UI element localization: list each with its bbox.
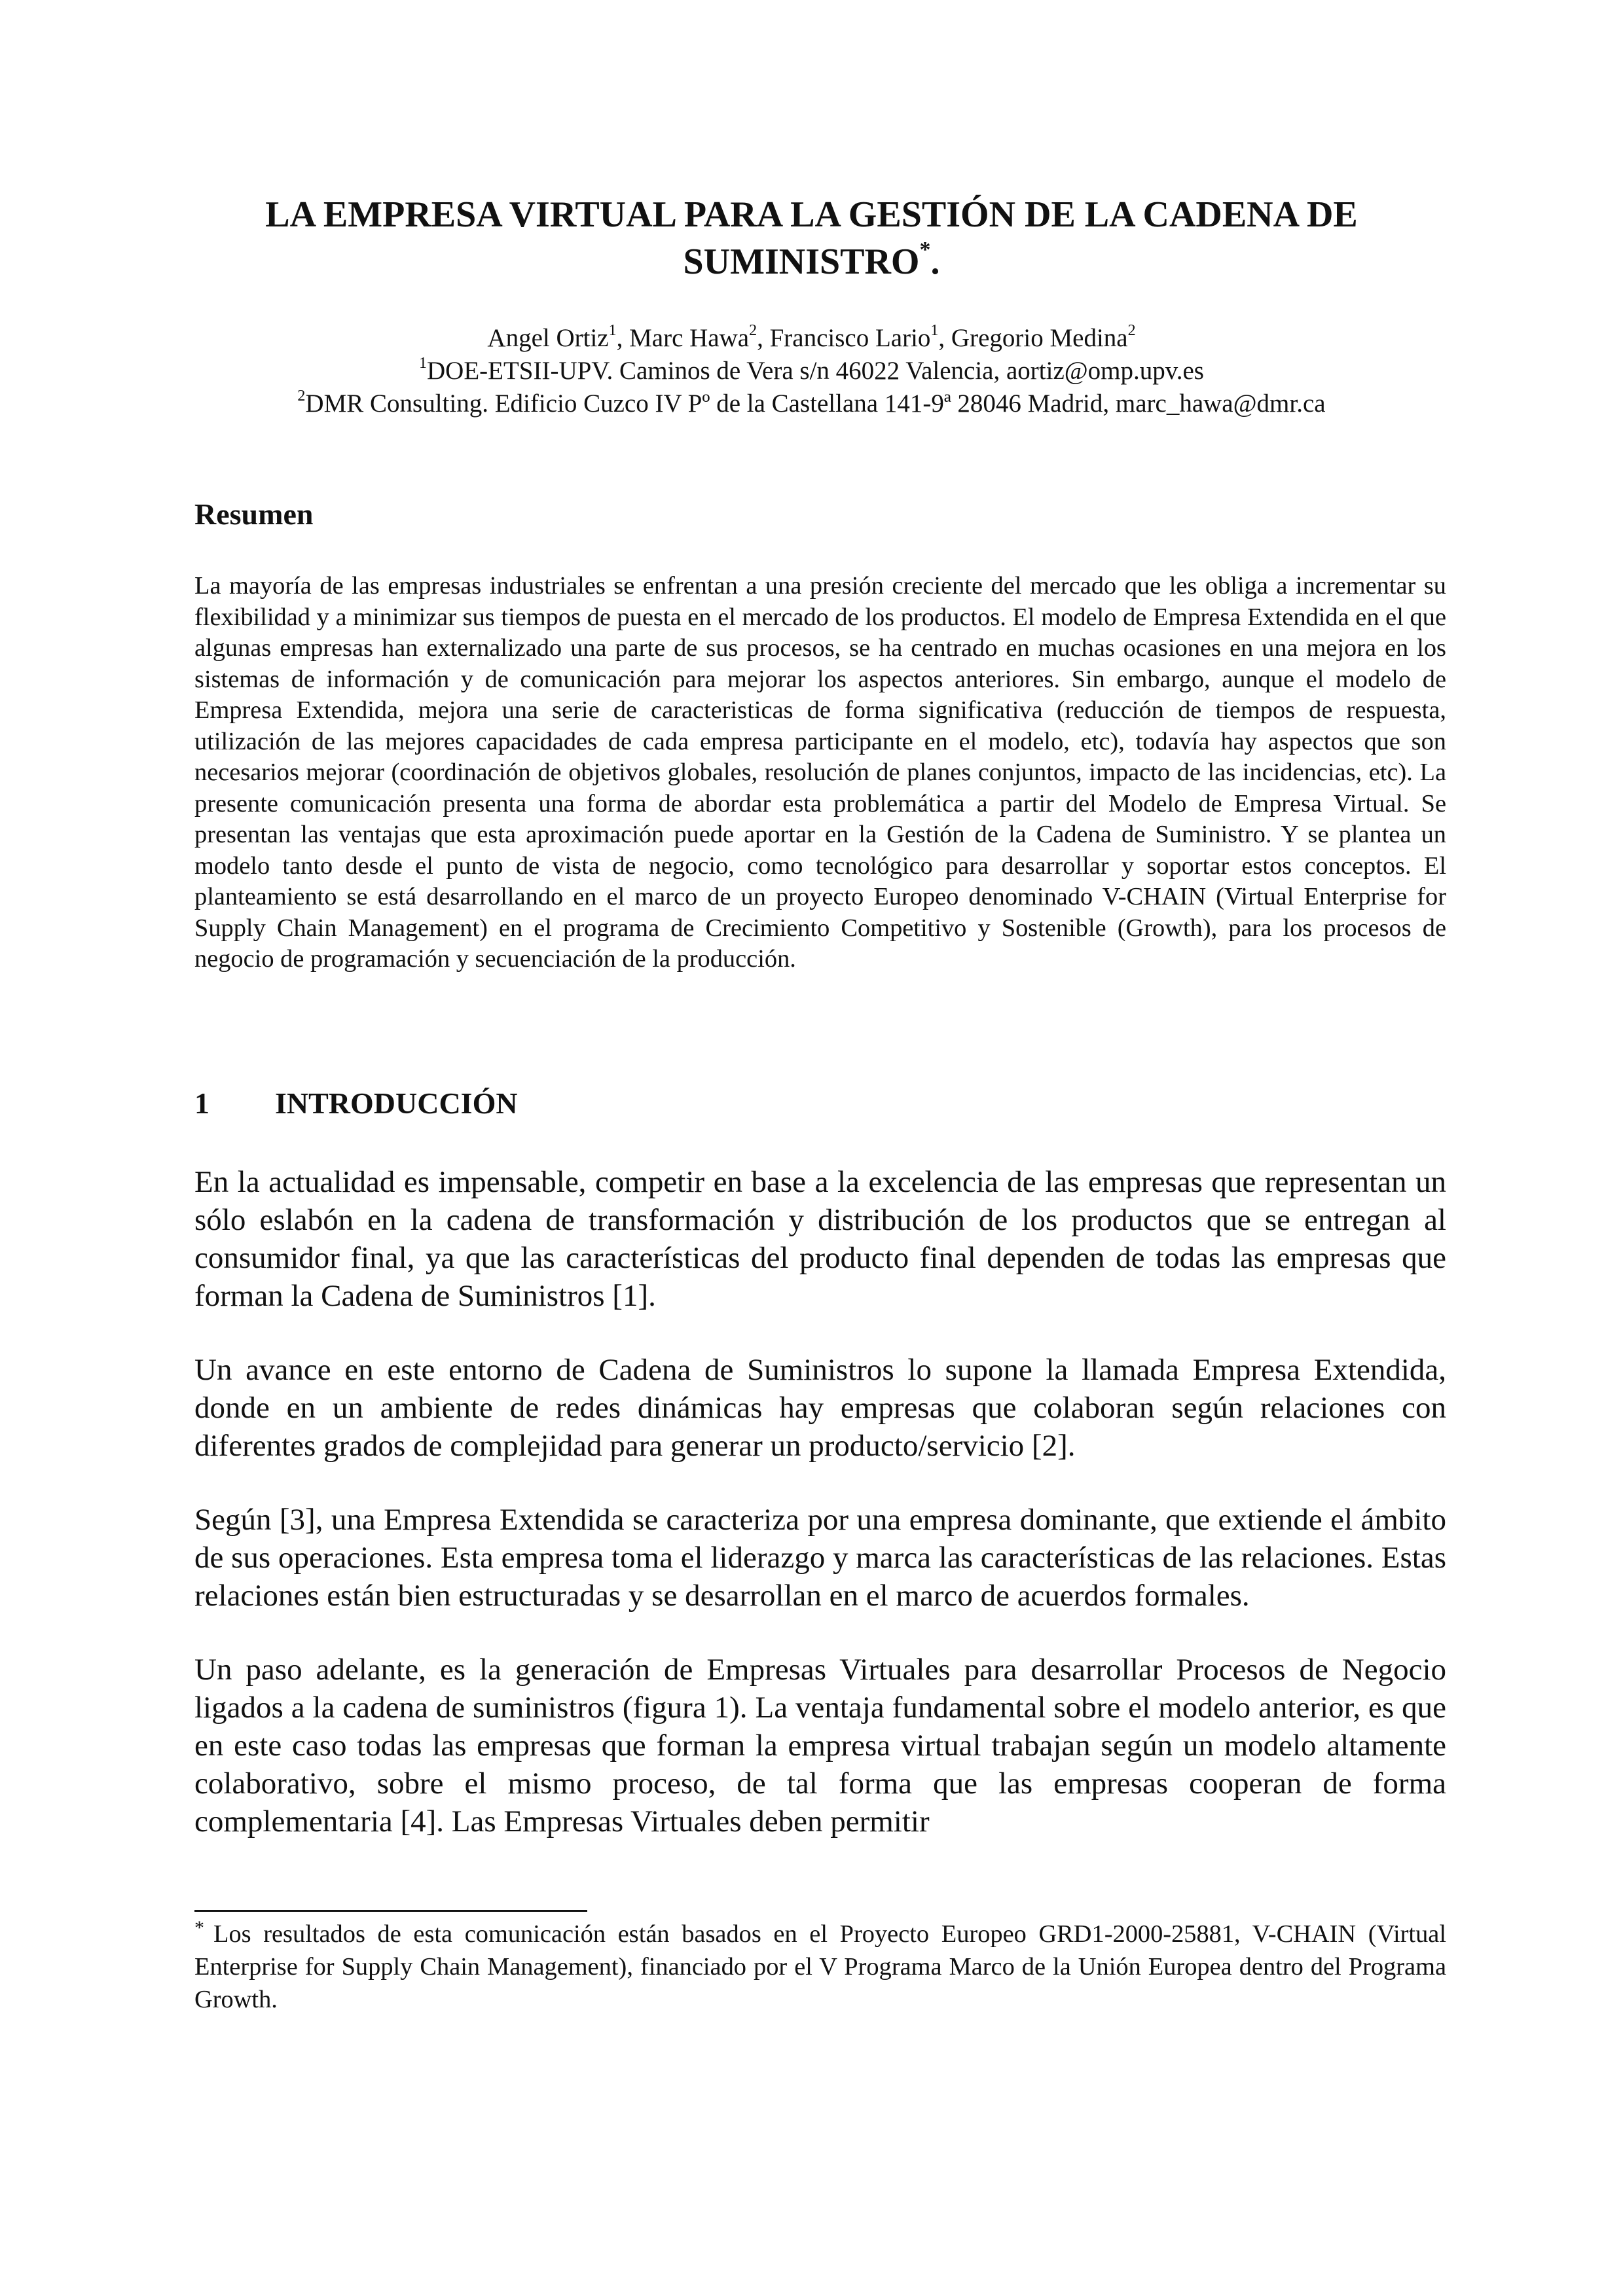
footnote-mark: *	[194, 1917, 204, 1939]
title-line-1: LA EMPRESA VIRTUAL PARA LA GESTIÓN DE LA CADENA DE	[265, 194, 1358, 235]
author-affiliation-mark: 1	[930, 322, 939, 339]
author-separator: ,	[938, 324, 951, 352]
section-number: 1	[194, 1086, 210, 1120]
section-title: INTRODUCCIÓN	[275, 1086, 518, 1120]
affiliation-line	[164, 355, 1459, 387]
body-paragraph: Según [3], una Empresa Extendida se caracteriza por una empresa dominante, que extiende el ámbito de sus operaciones. Esta empresa toma el liderazgo y marca las características de las relaciones. Estas relaciones están bien estructuradas y se desarrollan en el marco de acuerdos formales.	[194, 1503, 1446, 1613]
author-block	[164, 322, 1459, 420]
body-paragraph: Un paso adelante, es la generación de Empresas Virtuales para desarrollar Procesos de Negocio ligados a la cadena de suministros (figura 1). La ventaja fundamental sobre el modelo anterior, es que en este caso todas las empresas que forman la empresa virtual trabajan según un modelo altamente colaborativo, sobre el mismo proceso, de tal forma que las empresas cooperan de forma complementaria [4]. Las Empresas Virtuales deben permitir	[194, 1653, 1446, 1839]
affiliation-mark: 1	[419, 355, 428, 372]
abstract-heading: Resumen	[194, 497, 314, 531]
affiliation-line	[164, 387, 1459, 420]
author-affiliation-mark: 1	[608, 322, 617, 339]
author-list	[164, 322, 1459, 355]
author-separator: ,	[757, 324, 770, 352]
footnote-text: Los resultados de esta comunicación están basados en el Proyecto Europeo GRD1-2000-25881, V-CHAIN (Virtual Enterprise for Supply Chain Management), financiado por el V Programa Marco de la Unión Europea dentro del Programa Growth.	[194, 1920, 1446, 2013]
body-paragraph: En la actualidad es impensable, competir en base a la excelencia de las empresas que representan un sólo eslabón en la cadena de transformación y distribución de los productos que se entregan al consumidor final, ya que las características del producto final dependen de todas las empresas que forman la Cadena de Suministros [1].	[194, 1165, 1446, 1313]
author-name: Angel Ortiz	[487, 324, 609, 352]
author-affiliation-mark: 2	[1127, 322, 1136, 339]
title-line-2: SUMINISTRO	[683, 242, 920, 282]
title-footnote-mark: *	[919, 238, 931, 262]
author-name: Gregorio Medina	[951, 324, 1128, 352]
author-separator: ,	[616, 324, 630, 352]
body-paragraph: Un avance en este entorno de Cadena de Suministros lo supone la llamada Empresa Extendida, donde en un ambiente de redes dinámicas hay empresas que colaboran según relaciones con diferentes grados de complejidad para generar un producto/servicio [2].	[194, 1353, 1446, 1463]
footnote-divider	[194, 1910, 587, 1912]
section-heading	[194, 1085, 518, 1122]
footnote	[194, 1918, 1446, 2016]
paper-title	[196, 191, 1427, 285]
section-body	[194, 1163, 1446, 1876]
abstract-text: La mayoría de las empresas industriales se enfrentan a una presión creciente del mercado que les obliga a incrementar su flexibilidad y a minimizar sus tiempos de puesta en el mercado de los productos. El modelo de Empresa Extendida en el que algunas empresas han externalizado una parte de sus procesos, se ha centrado en muchas ocasiones en una mejora en los sistemas de información y de comunicación para mejorar los aspectos anteriores. Sin embargo, aunque el modelo de Empresa Extendida, mejora una serie de caracteristicas de forma significativa (reducción de tiempos de respuesta, utilización de las mejores capacidades de cada empresa participante en el modelo, etc), todavía hay aspectos que son necesarios mejorar (coordinación de objetivos globales, resolución de planes conjuntos, impacto de las incidencias, etc). La presente comunicación presenta una forma de abordar esta problemática a partir del Modelo de Empresa Virtual. Se presentan las ventajas que esta aproximación puede aportar en la Gestión de la Cadena de Suministro. Y se plantea un modelo tanto desde el punto de vista de negocio, como tecnológico para desarrollar y soportar estos conceptos. El planteamiento se está desarrollando en el marco de un proyecto Europeo denominado V-CHAIN (Virtual Enterprise for Supply Chain Management) en el programa de Crecimiento Competitivo y Sostenible (Growth), para los procesos de negocio de programación y secuenciación de la producción.	[194, 572, 1446, 973]
affiliation-text: DOE-ETSII-UPV. Caminos de Vera s/n 46022 Valencia, aortiz@omp.upv.es	[427, 357, 1204, 385]
affiliation-mark: 2	[297, 387, 306, 404]
affiliation-text: DMR Consulting. Edificio Cuzco IV Pº de la Castellana 141-9ª 28046 Madrid, marc_hawa@dmr.ca	[305, 389, 1326, 418]
author-name: Marc Hawa	[629, 324, 750, 352]
title-end: .	[930, 242, 940, 282]
author-name: Francisco Lario	[769, 324, 931, 352]
author-affiliation-mark: 2	[749, 322, 757, 339]
